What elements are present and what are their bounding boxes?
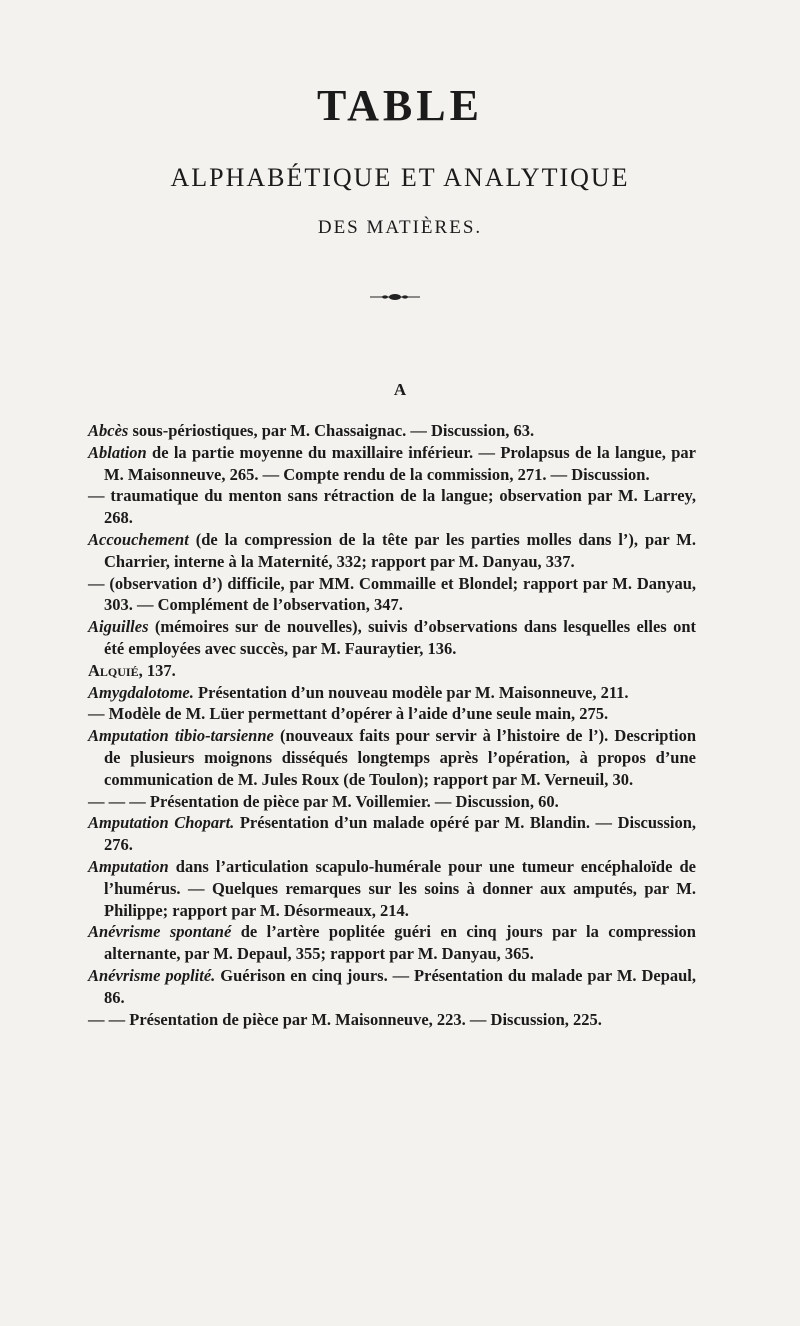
index-entry xyxy=(88,856,696,921)
entry-text: — — — Présentation de pièce par M. Voillemier. — Discussion, 60. xyxy=(88,791,559,811)
entry-text: (nouveaux faits pour servir à l’histoire de l’). Description de plusieurs moignons disséqués longtemps après l’opération, à propos d’une communication de M. Jules Roux (de Toulon); rapport par M. Verneuil, 30. xyxy=(104,726,696,789)
entry-heading: Anévrisme spontané xyxy=(88,922,232,942)
entry-text: de la partie moyenne du maxillaire inférieur. — Prolapsus de la langue, par M. Maisonneuve, 265. — Compte rendu de la commission, 271. — Discussion. xyxy=(104,442,696,484)
index-entry xyxy=(88,812,696,856)
index-entry xyxy=(88,442,696,486)
entry-text: — (observation d’) difficile, par MM. Commaille et Blondel; rapport par M. Danyau, 303. — Complément de l’observation, 347. xyxy=(88,573,696,615)
index-entry xyxy=(88,921,696,965)
entry-name: Alquié xyxy=(88,660,139,680)
entry-text: Présentation d’un nouveau modèle par M. Maisonneuve, 211. xyxy=(193,682,629,702)
entry-text: Guérison en cinq jours. — Présentation du malade par M. Depaul, 86. xyxy=(104,965,697,1007)
entry-text: , 137. xyxy=(138,660,176,680)
entry-text: Présentation d’un malade opéré par M. Blandin. — Discussion, 276. xyxy=(104,813,696,855)
entry-text: sous-périostiques, par M. Chassaignac. — Discussion, 63. xyxy=(128,421,535,440)
ornament-divider-icon xyxy=(370,290,420,304)
entry-heading: Amputation tibio-tarsienne xyxy=(88,726,274,746)
index-entry xyxy=(88,791,696,813)
entry-text: — traumatique du menton sans rétraction de la langue; observation par M. Larrey, 268. xyxy=(88,486,696,528)
entry-heading: Anévrisme poplité. xyxy=(88,965,216,985)
entry-text: dans l’articulation scapulo-humérale pour une tumeur encéphaloïde de l’humérus. — Quelques remarques sur les soins à donner aux amputés, par M. Philippe; rapport par M. Désormeaux, 214. xyxy=(104,856,696,920)
page-subtitle: ALPHABÉTIQUE ET ANALYTIQUE xyxy=(170,163,630,192)
index-entry xyxy=(88,485,696,529)
entry-heading: Ablation xyxy=(88,442,147,462)
entry-heading: Accouchement xyxy=(88,529,189,549)
index-entry xyxy=(88,965,696,1009)
index-entry xyxy=(88,703,696,725)
entry-heading: Amygdalotome. xyxy=(88,682,194,702)
index-entry xyxy=(88,529,696,573)
entry-heading: Amputation Chopart. xyxy=(88,813,235,833)
index-entries xyxy=(88,420,696,1030)
section-letter: A xyxy=(393,380,407,399)
index-entry xyxy=(88,682,696,704)
index-entry xyxy=(88,616,696,660)
entry-text: (de la compression de la tête par les parties molles dans l’), par M. Charrier, interne à la Maternité, 332; rapport par M. Danyau, 337. xyxy=(104,529,696,571)
entry-text: — Modèle de M. Lüer permettant d’opérer à l’aide d’une seule main, 275. xyxy=(88,704,609,724)
index-entry xyxy=(88,573,696,617)
entry-text: de l’artère poplitée guéri en cinq jours par la compression alternante, par M. Depaul, 355; rapport par M. Danyau, 365. xyxy=(104,922,696,964)
index-entry xyxy=(88,660,696,682)
page-subtitle-secondary: DES MATIÈRES. xyxy=(317,217,483,238)
page-title: TABLE xyxy=(317,81,483,130)
entry-text: — — Présentation de pièce par M. Maisonneuve, 223. — Discussion, 225. xyxy=(88,1009,602,1029)
entry-heading: Abcès xyxy=(88,421,129,440)
entry-heading: Aiguilles xyxy=(88,617,149,637)
index-entry xyxy=(88,1009,696,1031)
entry-heading: Amputation xyxy=(88,856,169,876)
entry-text: (mémoires sur de nouvelles), suivis d’observations dans lesquelles elles ont été employées avec succès, par M. Fauraytier, 136. xyxy=(104,617,696,658)
index-entry xyxy=(88,725,696,790)
index-entry xyxy=(88,420,696,442)
